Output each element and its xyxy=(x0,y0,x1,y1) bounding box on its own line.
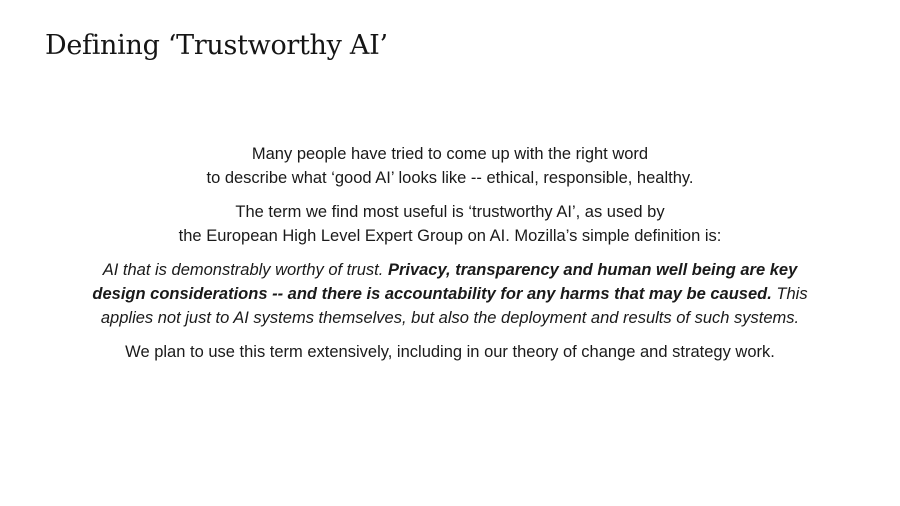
term-line-1: The term we find most useful is ‘trustworthy AI’, as used by xyxy=(235,203,665,221)
slide-title: Defining ‘Trustworthy AI’ xyxy=(45,30,388,61)
term-line-2: the European High Level Expert Group on AI. Mozilla’s simple definition is: xyxy=(178,227,722,245)
slide-body xyxy=(40,142,860,374)
intro-line-1: Many people have tried to come up with the right word xyxy=(251,145,649,163)
definition-italic-tail: This xyxy=(771,285,808,303)
definition-paragraph xyxy=(40,258,860,330)
intro-line-2: to describe what ‘good AI’ looks like -- ethical, responsible, healthy. xyxy=(206,169,694,187)
intro-paragraph xyxy=(40,142,860,190)
definition-bold-lead: Privacy, transparency and human well being are key xyxy=(387,261,798,279)
definition-italic-lead: AI that is demonstrably worthy of trust. xyxy=(102,261,388,279)
definition-bold-tail: design considerations -- and there is accountability for any harms that may be caused. xyxy=(92,285,772,303)
plan-line-1: We plan to use this term extensively, including in our theory of change and strategy work. xyxy=(125,343,775,361)
term-paragraph xyxy=(40,200,860,248)
definition-line-3: applies not just to AI systems themselves, but also the deployment and results of such systems. xyxy=(100,309,800,327)
plan-paragraph xyxy=(40,340,860,364)
definition-line-1 xyxy=(40,258,860,282)
definition-line-2 xyxy=(40,282,860,306)
